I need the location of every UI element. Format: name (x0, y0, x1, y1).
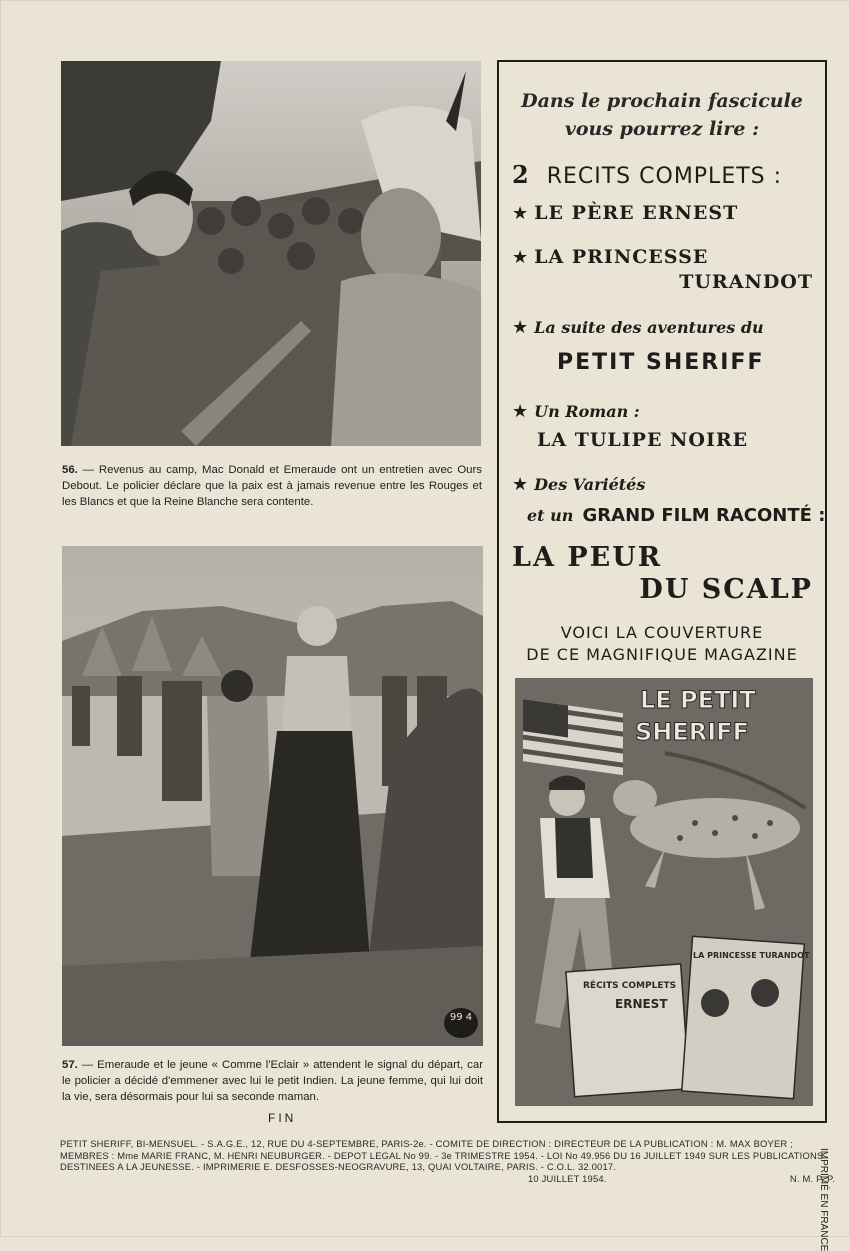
item-5-et: et un (527, 506, 574, 525)
badge-2-text: LA PRINCESSE TURANDOT (693, 951, 810, 960)
footer-legal-text: PETIT SHERIFF, BI-MENSUEL. - S.A.G.E., 12, RUE DU 4-SEPTEMBRE, PARIS-2e. - COMITE DE DIRECTION : DIRECTEUR DE LA PUBLICATION : M. MAX BOYER ; MEMBRES : Mme MARIE FRANC, M. HENRI NEUBURGER. - DEPOT LEGAL No 99. - 3e TRIMESTRE 1954. - LOI No 49.956 DU 16 JUILLET 1949 SUR LES PUBLICATIONS DESTINEES A LA JEUNESSE. - IMPRIMERIE E. DESFOSSES-NEOGRAVURE, 13, QUAI VOLTAIRE, PARIS. - C.O.L. 32.0017. (60, 1138, 824, 1172)
cover-title-1: LE PETIT (640, 686, 756, 714)
caption-56-number: 56. (62, 464, 78, 476)
publication-footer (60, 1138, 835, 1185)
badge-1-name: ERNEST (615, 997, 668, 1011)
star-icon: ★ (512, 401, 529, 422)
item-3-intro: La suite des aventures du (534, 318, 764, 337)
star-icon: ★ (512, 317, 529, 338)
film-title-line-2 (639, 574, 813, 605)
photo-57-mark: 99 4 (444, 1008, 478, 1038)
photo-56-image (61, 61, 481, 446)
caption-56-text: — Revenus au camp, Mac Donald et Emeraude ont un entretien avec Ours Debout. Le policier déclare que la paix est à jamais revenue entre les Rouges et les Blancs et que la Reine Blanche sera contente. (62, 464, 482, 508)
recits-label: RECITS COMPLETS : (546, 164, 783, 189)
star-icon: ★ (512, 474, 529, 495)
voici-line-1: VOICI LA COUVERTURE (560, 623, 764, 642)
item-princesse-line-1 (512, 246, 708, 268)
imprime-en-france: IMPRIMÉ EN FRANCE (818, 1148, 829, 1251)
badge-1-text: RÉCITS COMPLETS (583, 981, 677, 991)
item-le-pere-ernest (512, 202, 738, 224)
fin-label: FIN (268, 1111, 297, 1125)
photo-56 (61, 61, 481, 446)
item-un-roman (512, 401, 640, 422)
item-1-title: LE PÈRE ERNEST (534, 202, 739, 224)
item-princesse-line-2 (679, 271, 813, 293)
intro-line-2: vous pourrez lire : (564, 118, 760, 140)
item-3-title (557, 350, 764, 375)
recits-heading (512, 160, 782, 189)
caption-57-text: — Emeraude et le jeune « Comme l'Eclair » attendent le signal du départ, car le policier a décidé d'emmener avec lui le petit Indien. La jeune femme, qui lui doit la vie, sera désormais pour lui sa seconde maman. (62, 1059, 483, 1103)
item-5-title: GRAND FILM RACONTÉ : (582, 505, 826, 526)
item-suite-aventures (512, 317, 764, 338)
cover-badge-ernest (566, 964, 689, 1097)
item-2-title-line-1: LA PRINCESSE (534, 246, 709, 268)
intro-line-1: Dans le prochain fascicule (521, 90, 803, 112)
footer-nmpp: N. M. P. P. (789, 1172, 835, 1184)
item-5-intro: Des Variétés (534, 475, 646, 494)
film-title-line-1 (512, 542, 662, 573)
star-icon: ★ (512, 247, 529, 268)
footer-bottom-row (60, 1173, 835, 1185)
footer-date: 10 JUILLET 1954. (528, 1172, 607, 1184)
item-4-intro: Un Roman : (534, 402, 640, 421)
caption-57 (62, 1057, 483, 1105)
film-title-2: DU SCALP (639, 574, 813, 605)
magazine-cover (515, 678, 813, 1106)
cover-title-2: SHERIFF (635, 718, 749, 746)
voici-line-2: DE CE MAGNIFIQUE MAGAZINE (526, 645, 798, 664)
caption-57-number: 57. (62, 1059, 78, 1071)
item-4-title (537, 429, 748, 451)
caption-56 (62, 462, 482, 510)
item-5-title-line (527, 505, 825, 526)
film-title-1: LA PEUR (512, 542, 663, 573)
magazine-cover-image (515, 678, 813, 1106)
cover-badge-turandot (682, 936, 810, 1098)
item-2-title-line-2: TURANDOT (679, 271, 813, 293)
recits-number: 2 (512, 160, 530, 189)
star-icon: ★ (512, 203, 529, 224)
item-4-title-text: LA TULIPE NOIRE (537, 429, 749, 451)
item-3-title-text: PETIT SHERIFF (557, 350, 765, 375)
item-des-varietes (512, 474, 645, 495)
photo-57 (62, 546, 483, 1046)
photo-57-image (62, 546, 483, 1046)
